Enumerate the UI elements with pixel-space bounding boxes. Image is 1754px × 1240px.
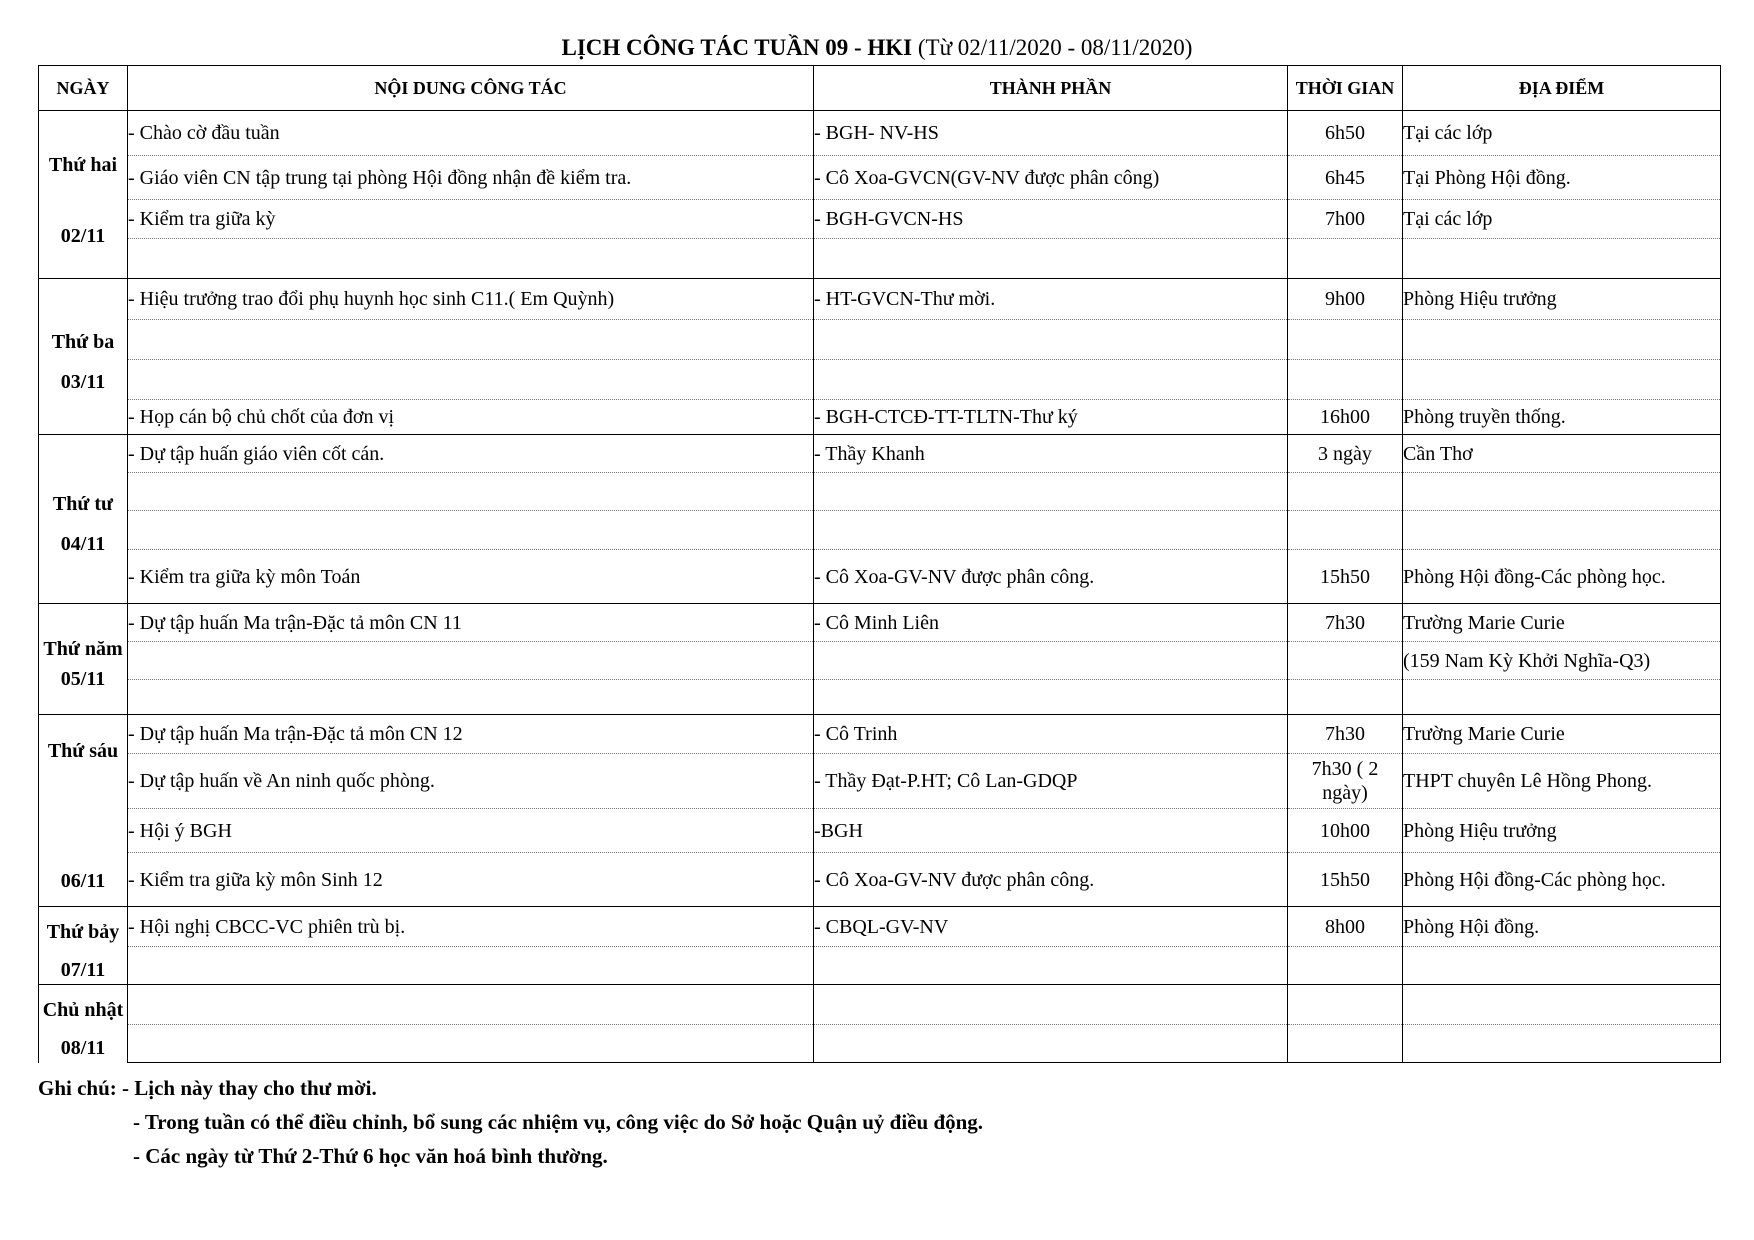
location-cell [1403, 320, 1721, 360]
header-date: NGÀY [39, 66, 128, 111]
content-cell: - Hiệu trưởng trao đổi phụ huynh học sinh C11.( Em Quỳnh) [128, 279, 814, 320]
note-item: - Trong tuần có thể điều chỉnh, bổ sung các nhiệm vụ, công việc do Sở hoặc Quận uỷ điều động. [133, 1110, 984, 1134]
participants-cell [814, 239, 1288, 279]
day-date: 02/11 [60, 225, 106, 247]
participants-cell: - HT-GVCN-Thư mời. [814, 279, 1288, 320]
participants-cell: - Cô Xoa-GVCN(GV-NV được phân công) [814, 156, 1288, 200]
table-row [39, 947, 1721, 985]
table-row [39, 1025, 1721, 1063]
table-row [39, 435, 1721, 473]
content-cell [128, 985, 814, 1025]
day-cell-sunday [39, 985, 128, 1063]
content-cell: - Dự tập huấn Ma trận-Đặc tả môn CN 12 [128, 715, 814, 754]
content-cell: - Kiểm tra giữa kỳ [128, 200, 814, 239]
table-row [39, 111, 1721, 156]
time-cell [1288, 360, 1403, 400]
table-row [39, 853, 1721, 907]
time-cell: 7h30 [1288, 604, 1403, 642]
location-cell: Phòng Hội đồng-Các phòng học. [1403, 853, 1721, 907]
time-cell [1288, 1025, 1403, 1063]
participants-cell [814, 947, 1288, 985]
note-item: - Các ngày từ Thứ 2-Thứ 6 học văn hoá bình thường. [133, 1144, 608, 1168]
table-row [39, 511, 1721, 550]
table-row [39, 680, 1721, 715]
participants-cell [814, 985, 1288, 1025]
title-date-range: (Từ 02/11/2020 - 08/11/2020) [917, 35, 1193, 60]
participants-cell: - Cô Xoa-GV-NV được phân công. [814, 853, 1288, 907]
participants-cell: - CBQL-GV-NV [814, 907, 1288, 947]
table-row [39, 642, 1721, 680]
day-date: 03/11 [60, 370, 106, 393]
time-cell [1288, 947, 1403, 985]
day-date: 07/11 [60, 958, 106, 981]
location-cell: (159 Nam Kỳ Khởi Nghĩa-Q3) [1403, 642, 1721, 680]
location-cell: THPT chuyên Lê Hồng Phong. [1403, 754, 1721, 809]
table-row [39, 239, 1721, 279]
day-date: 06/11 [60, 869, 106, 892]
location-cell: Tại các lớp [1403, 111, 1721, 156]
time-cell [1288, 642, 1403, 680]
table-row [39, 907, 1721, 947]
header-location: ĐỊA ĐIỂM [1403, 66, 1721, 111]
title-main: LỊCH CÔNG TÁC TUẦN 09 - HKI [561, 35, 913, 60]
time-cell [1288, 985, 1403, 1025]
participants-cell [814, 680, 1288, 715]
content-cell [128, 680, 814, 715]
location-cell: Cần Thơ [1403, 435, 1721, 473]
location-cell: Phòng Hội đồng. [1403, 907, 1721, 947]
participants-cell [814, 1025, 1288, 1063]
content-cell: - Dự tập huấn về An ninh quốc phòng. [128, 754, 814, 809]
time-cell: 7h00 [1288, 200, 1403, 239]
day-cell-tuesday [39, 279, 128, 435]
content-cell: - Kiểm tra giữa kỳ môn Toán [128, 550, 814, 604]
content-cell [128, 360, 814, 400]
content-cell [128, 473, 814, 511]
location-cell [1403, 985, 1721, 1025]
time-cell: 8h00 [1288, 907, 1403, 947]
location-cell [1403, 947, 1721, 985]
participants-cell: - Thầy Khanh [814, 435, 1288, 473]
day-date: 05/11 [60, 668, 106, 690]
day-cell-monday [39, 111, 128, 279]
time-cell: 3 ngày [1288, 435, 1403, 473]
time-cell: 7h30 [1288, 715, 1403, 754]
day-name: Thứ hai [48, 154, 118, 176]
notes-label: Ghi chú [38, 1076, 110, 1100]
time-cell [1288, 320, 1403, 360]
content-cell: - Giáo viên CN tập trung tại phòng Hội đồng nhận đề kiểm tra. [128, 156, 814, 200]
time-cell: 15h50 [1288, 853, 1403, 907]
content-cell [128, 239, 814, 279]
time-cell [1288, 680, 1403, 715]
content-cell [128, 320, 814, 360]
content-cell: - Kiểm tra giữa kỳ môn Sinh 12 [128, 853, 814, 907]
table-row [39, 754, 1721, 809]
content-cell: - Dự tập huấn Ma trận-Đặc tả môn CN 11 [128, 604, 814, 642]
content-cell [128, 1025, 814, 1063]
location-cell: Trường Marie Curie [1403, 715, 1721, 754]
participants-cell [814, 360, 1288, 400]
day-date: 08/11 [60, 1036, 106, 1059]
participants-cell: - BGH- NV-HS [814, 111, 1288, 156]
table-row [39, 320, 1721, 360]
day-date: 04/11 [60, 533, 106, 555]
content-cell: - Dự tập huấn giáo viên cốt cán. [128, 435, 814, 473]
participants-cell: - BGH-GVCN-HS [814, 200, 1288, 239]
location-cell [1403, 680, 1721, 715]
table-header-row [39, 66, 1721, 111]
participants-cell [814, 511, 1288, 550]
note-line [38, 1105, 983, 1139]
time-cell: 6h50 [1288, 111, 1403, 156]
table-row [39, 200, 1721, 239]
day-name: Thứ tư [52, 493, 114, 515]
day-cell-thursday [39, 604, 128, 715]
table-row [39, 809, 1721, 853]
day-name: Thứ ba [51, 330, 115, 353]
table-row [39, 550, 1721, 604]
header-time: THỜI GIAN [1288, 66, 1403, 111]
table-row [39, 985, 1721, 1025]
time-cell: 15h50 [1288, 550, 1403, 604]
content-cell: - Chào cờ đầu tuần [128, 111, 814, 156]
location-cell [1403, 360, 1721, 400]
header-participants: THÀNH PHẦN [814, 66, 1288, 111]
participants-cell: - Cô Trinh [814, 715, 1288, 754]
content-cell: - Hội ý BGH [128, 809, 814, 853]
content-cell [128, 642, 814, 680]
time-cell: 16h00 [1288, 400, 1403, 435]
notes-section [38, 1071, 983, 1173]
location-cell [1403, 473, 1721, 511]
day-name: Chủ nhật [42, 998, 124, 1021]
day-cell-wednesday [39, 435, 128, 604]
time-cell: 6h45 [1288, 156, 1403, 200]
participants-cell: - Thầy Đạt-P.HT; Cô Lan-GDQP [814, 754, 1288, 809]
table-row [39, 473, 1721, 511]
time-cell [1288, 473, 1403, 511]
location-cell: Phòng Hiệu trưởng [1403, 809, 1721, 853]
participants-cell: - Cô Minh Liên [814, 604, 1288, 642]
content-cell [128, 511, 814, 550]
location-cell: Tại Phòng Hội đồng. [1403, 156, 1721, 200]
participants-cell: - BGH-CTCĐ-TT-TLTN-Thư ký [814, 400, 1288, 435]
participants-cell: - Cô Xoa-GV-NV được phân công. [814, 550, 1288, 604]
location-cell: Phòng truyền thống. [1403, 400, 1721, 435]
day-name: Thứ năm [43, 638, 123, 660]
time-cell [1288, 511, 1403, 550]
table-row [39, 715, 1721, 754]
location-cell: Phòng Hiệu trưởng [1403, 279, 1721, 320]
content-cell: - Hội nghị CBCC-VC phiên trù bị. [128, 907, 814, 947]
content-cell: - Họp cán bộ chủ chốt của đơn vị [128, 400, 814, 435]
time-cell: 7h30 ( 2 ngày) [1288, 754, 1403, 809]
location-cell: Trường Marie Curie [1403, 604, 1721, 642]
schedule-table [38, 65, 1721, 1063]
day-name: Thứ sáu [47, 739, 119, 762]
participants-cell [814, 642, 1288, 680]
time-cell: 9h00 [1288, 279, 1403, 320]
note-line [38, 1139, 983, 1173]
table-row [39, 604, 1721, 642]
participants-cell: -BGH [814, 809, 1288, 853]
table-row [39, 360, 1721, 400]
time-cell [1288, 239, 1403, 279]
header-content: NỘI DUNG CÔNG TÁC [128, 66, 814, 111]
location-cell: Tại các lớp [1403, 200, 1721, 239]
participants-cell [814, 473, 1288, 511]
day-name: Thứ bảy [46, 920, 120, 943]
note-item: - Lịch này thay cho thư mời. [122, 1076, 377, 1100]
page-title [0, 34, 1754, 62]
location-cell: Phòng Hội đồng-Các phòng học. [1403, 550, 1721, 604]
table-row [39, 400, 1721, 435]
location-cell [1403, 239, 1721, 279]
table-row [39, 279, 1721, 320]
note-line: Ghi chú: - Lịch này thay cho thư mời. [38, 1076, 377, 1100]
location-cell [1403, 1025, 1721, 1063]
time-cell: 10h00 [1288, 809, 1403, 853]
day-cell-saturday [39, 907, 128, 985]
participants-cell [814, 320, 1288, 360]
day-cell-friday [39, 715, 128, 907]
location-cell [1403, 511, 1721, 550]
table-row [39, 156, 1721, 200]
content-cell [128, 947, 814, 985]
